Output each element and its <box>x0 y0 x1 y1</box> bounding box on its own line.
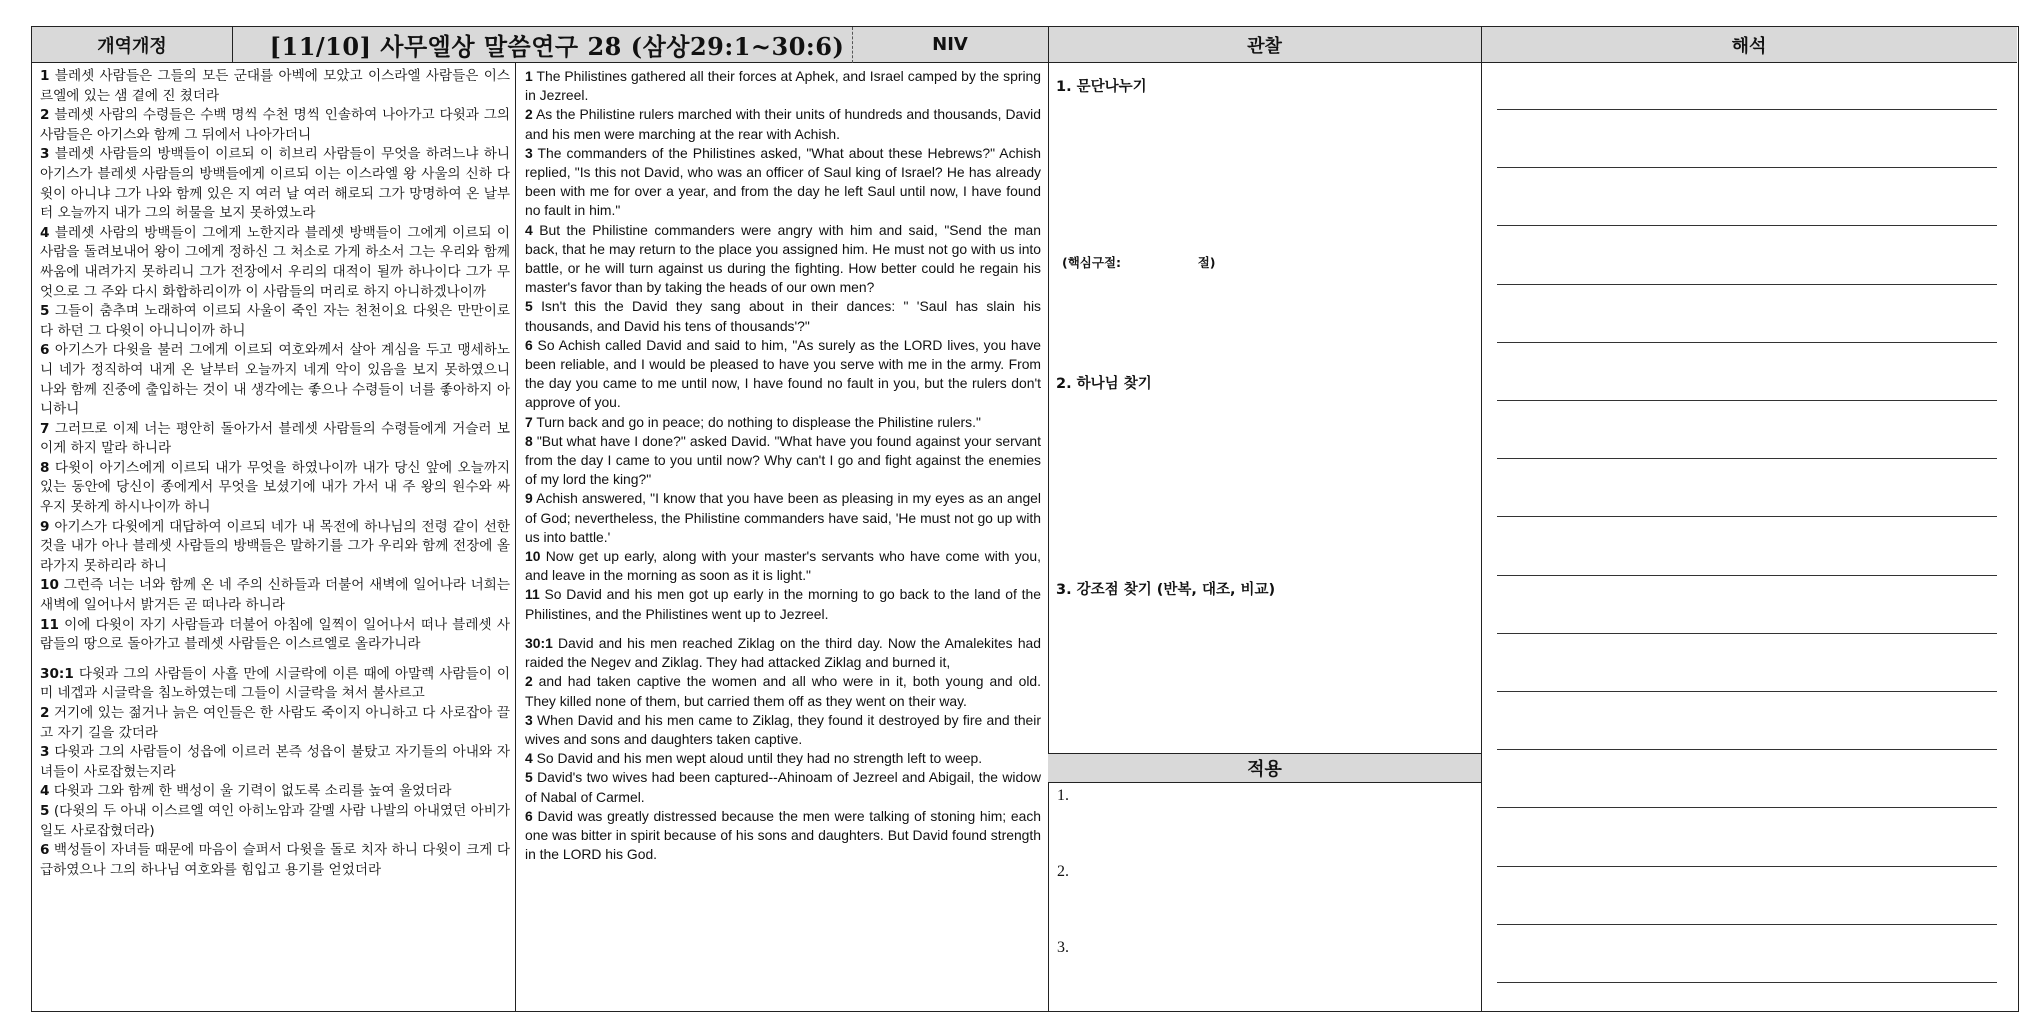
verse-number: 30:1 <box>525 634 553 651</box>
verse-number: 2 <box>40 107 50 124</box>
korean-version-header <box>32 27 232 63</box>
verse <box>525 489 1041 547</box>
verse-number: 4 <box>525 750 533 767</box>
obs-section-1: 1. 문단나누기 <box>1056 79 1147 95</box>
verse-text: 백성들이 자녀들 때문에 마음이 슬퍼서 다윗을 돌로 치자 하니 다윗이 크게 다급하였으나 그의 하나님 여호와를 힘입고 용기를 얻었더라 <box>40 842 510 878</box>
verse <box>525 547 1041 585</box>
verse-number: 10 <box>525 548 541 565</box>
application-label: 적용 <box>1247 759 1282 780</box>
verse <box>525 105 1041 143</box>
verse-text: David was greatly distressed because the men were talking of stoning him; each one was bitter in spirit because of his sons and daughters. But David found strength in the LORD his God. <box>525 807 1041 863</box>
verse-text: 다윗과 그와 함께 한 백성이 울 기력이 없도록 소리를 높여 울었더라 <box>49 783 452 800</box>
verse-number: 2 <box>525 673 533 690</box>
verse-text: 그들이 춤추며 노래하여 이르되 사울이 죽인 자는 천천이요 다윗은 만만이로다 하던 그 다윗이 아니니이까 하니 <box>40 303 510 339</box>
verse <box>525 672 1041 710</box>
english-version-header <box>852 27 1048 63</box>
verse-number: 11 <box>525 586 540 603</box>
interpretation-header <box>1481 27 2017 63</box>
verse-number: 5 <box>525 769 533 786</box>
verse <box>525 144 1041 221</box>
application-item-1: 1. <box>1057 787 1069 804</box>
verse-text: 아기스가 다윗을 불러 그에게 이르되 여호와께서 살아 계심을 두고 맹세하노니 네가 정직하여 내게 온 날부터 오늘까지 네게 악이 있음을 보지 못하였으니 나와 함께 진중에 출입하는 것이 내 생각에는 좋으나 수령들이 너를 좋아하지 아니하니 <box>40 342 510 418</box>
interpretation-label: 해석 <box>1731 35 1767 57</box>
verse-text: 다윗과 그의 사람들이 사흘 만에 시글락에 이른 때에 아말렉 사람들이 이미 네겝과 시글락을 침노하였는데 그들이 시글락을 쳐서 불사르고 <box>40 665 510 702</box>
verse-number: 6 <box>40 842 50 859</box>
verse <box>525 749 1041 768</box>
verse-number: 11 <box>40 616 59 633</box>
verse <box>40 743 510 782</box>
verse-text: So David and his men wept aloud until they had no strength left to weep. <box>532 750 983 767</box>
verse-text: and had taken captive the women and all who were in it, both young and old. They killed none of them, but carried them off as they went on their way. <box>525 673 1041 709</box>
verse-text: 거기에 있는 젊거나 늙은 여인들은 한 사람도 죽이지 아니하고 다 사로잡아 끌고 자기 길을 갔더라 <box>40 705 510 741</box>
writing-line <box>1497 807 1997 808</box>
verse-number: 4 <box>40 783 50 800</box>
korean-version-label: 개역개정 <box>97 35 167 57</box>
verse-text: Isn't this the David they sang about in their dances: " 'Saul has slain his thousands, and David his tens of thousands'?" <box>525 298 1041 334</box>
verse <box>525 297 1041 335</box>
writing-line <box>1497 575 1997 576</box>
verse-text: Achish answered, "I know that you have been as pleasing in my eyes as an angel of God; nevertheless, the Philistine commanders have said, 'He must not go up with us into battle.' <box>525 490 1041 545</box>
writing-line <box>1497 167 1997 168</box>
study-sheet <box>31 26 2019 1012</box>
verse-number: 8 <box>40 459 50 476</box>
observation-header <box>1048 27 1481 63</box>
writing-line <box>1497 691 1997 692</box>
verse <box>40 802 510 841</box>
verse-number: 5 <box>40 802 50 819</box>
observation-label: 관찰 <box>1247 35 1282 57</box>
verse-text: 그러므로 이제 너는 평안히 돌아가서 블레셋 사람들의 수령들에게 거슬러 보이게 하지 말라 하니라 <box>40 420 510 457</box>
verse <box>40 459 510 518</box>
verse-number: 4 <box>40 224 50 241</box>
writing-line <box>1497 109 1997 110</box>
verse-text: Now get up early, along with your master's servants who have come with you, and leave in the morning as soon as it is light." <box>525 548 1041 584</box>
verse-number: 3 <box>525 144 533 161</box>
writing-line <box>1497 866 1997 867</box>
verse-number: 4 <box>525 221 533 238</box>
column-divider-obs-int <box>1481 27 1482 1011</box>
verse <box>40 782 510 802</box>
verse <box>525 711 1041 749</box>
verse <box>40 302 510 341</box>
verse-text: So David and his men got up early in the morning to go back to the land of the Philistines, and the Philistines went up to Jezreel. <box>525 586 1041 622</box>
verse <box>40 704 510 743</box>
writing-line <box>1497 225 1997 226</box>
verse-text: David and his men reached Ziklag on the third day. Now the Amalekites had raided the Negev and Ziklag. They had attacked Ziklag and burned it, <box>525 634 1041 671</box>
korean-text-column <box>40 67 510 880</box>
verse <box>525 768 1041 806</box>
verse-number: 2 <box>525 106 533 123</box>
title-header <box>232 27 882 63</box>
application-item-2: 2. <box>1057 863 1069 880</box>
page-title: [11/10] 사무엘상 말씀연구 28 (삼상29:1~30:6) <box>269 32 845 61</box>
key-verse-suffix: 절) <box>1197 255 1216 270</box>
column-divider-en-obs <box>1048 27 1049 1011</box>
verse-text: 블레셋 사람의 수령들은 수백 명씩 수천 명씩 인솔하여 나아가고 다윗과 그의 사람들은 아기스와 함께 그 뒤에서 나아가더니 <box>40 107 510 143</box>
verse-number: 6 <box>525 336 533 353</box>
header-divider <box>232 27 233 63</box>
verse-number: 6 <box>40 342 50 359</box>
verse-text: David's two wives had been captured--Ahinoam of Jezreel and Abigail, the widow of Nabal of Carmel. <box>525 769 1041 805</box>
verse <box>40 145 510 223</box>
verse-text: 그런즉 너는 너와 함께 온 네 주의 신하들과 더불어 새벽에 일어나라 너희는 새벽에 일어나서 밝거든 곧 떠나라 하니라 <box>40 577 510 614</box>
verse-number: 2 <box>40 705 50 721</box>
verse <box>525 634 1041 672</box>
verse-number: 8 <box>525 432 533 449</box>
verse-text: The commanders of the Philistines asked, "What about these Hebrews?" Achish replied, "Is this not David, who was an officer of Saul king of Israel? He has already been with me for over a year, and from the day he left Saul until now, I have found no fault in him." <box>525 144 1041 219</box>
verse-number: 3 <box>525 711 533 728</box>
writing-line <box>1497 749 1997 750</box>
writing-line <box>1497 458 1997 459</box>
writing-line <box>1497 982 1997 983</box>
verse <box>40 420 510 459</box>
verse-text: When David and his men came to Ziklag, they found it destroyed by fire and their wives and sons and daughters taken captive. <box>525 711 1041 747</box>
writing-line <box>1497 516 1997 517</box>
verse-number: 9 <box>40 518 50 535</box>
verse-text: 블레셋 사람의 방백들이 그에게 노한지라 블레셋 방백들이 그에게 이르되 이 사람을 돌려보내어 왕이 그에게 정하신 그 처소로 가게 하소서 그는 우리와 함께 싸움에 내려가지 못하리니 그가 전장에서 우리의 대적이 될까 하나이다 그가 무엇으로 그 주와 다시 화합하리이까 이 사람들의 머리로 하지 아니하겠나이까 <box>40 224 510 300</box>
obs-section-3: 3. 강조점 찾기 (반복, 대조, 비교) <box>1056 582 1276 598</box>
verse <box>525 807 1041 865</box>
verse-number: 7 <box>40 420 50 437</box>
verse <box>40 576 510 615</box>
verse-text: "But what have I done?" asked David. "What have you found against your servant from the day I came to you until now? Why can't I go and fight against the enemies of my lord the king?" <box>525 432 1041 488</box>
verse-number: 9 <box>525 490 533 507</box>
verse-text: The Philistines gathered all their forces at Aphek, and Israel camped by the spring in Jezreel. <box>525 68 1041 104</box>
application-header <box>1048 753 1481 783</box>
verse <box>525 221 1041 298</box>
writing-line <box>1497 633 1997 634</box>
writing-line <box>1497 342 1997 343</box>
verse <box>40 341 510 419</box>
verse-number: 1 <box>40 68 50 84</box>
verse <box>525 336 1041 413</box>
chapter-gap <box>525 624 1041 634</box>
verse-number: 3 <box>40 744 50 761</box>
verse-number: 5 <box>525 298 533 315</box>
verse-text: 다윗과 그의 사람들이 성읍에 이르러 본즉 성읍이 불탔고 자기들의 아내와 자녀들이 사로잡혔는지라 <box>40 744 510 780</box>
chapter-gap <box>40 655 510 665</box>
english-version-label: NIV <box>932 34 968 55</box>
english-text-column <box>525 67 1041 864</box>
verse <box>40 665 510 704</box>
verse <box>525 413 1041 432</box>
verse <box>40 106 510 145</box>
header-dashed-divider <box>852 27 853 63</box>
verse-text: 블레셋 사람들은 그들의 모든 군대를 아벡에 모았고 이스라엘 사람들은 이스르엘에 있는 샘 곁에 진 쳤더라 <box>40 68 510 104</box>
key-verse-label: (핵심구절: <box>1062 255 1122 270</box>
verse-number: 30:1 <box>40 665 74 682</box>
verse-text: But the Philistine commanders were angry with him and said, "Send the man back, that he may return to the place you assigned him. He must not go with us into battle, or he will turn against us during the fighting. How better could he regain his master's favor than by taking the heads of our own men? <box>525 221 1041 296</box>
verse <box>40 518 510 577</box>
verse <box>40 224 510 302</box>
verse-text: As the Philistine rulers marched with their units of hundreds and thousands, David and his men were marching at the rear with Achish. <box>525 106 1041 142</box>
verse-number: 6 <box>525 807 533 824</box>
verse-text: 아기스가 다윗에게 대답하여 이르되 네가 내 목전에 하나님의 전령 같이 선한 것을 내가 아나 블레셋 사람들의 방백들은 말하기를 그가 우리와 함께 전장에 올라가지 못하리라 하니 <box>40 518 510 574</box>
verse-text: 이에 다윗이 자기 사람들과 더불어 아침에 일찍이 일어나서 떠나 블레셋 사람들의 땅으로 돌아가고 블레셋 사람들은 이스르엘로 올라가니라 <box>40 616 510 653</box>
verse-text: 다윗이 아기스에게 이르되 내가 무엇을 하였나이까 내가 당신 앞에 오늘까지 있는 동안에 당신이 종에게서 무엇을 보셨기에 내가 가서 내 주 왕의 원수와 싸우지 못하게 하시나이까 하니 <box>40 459 510 516</box>
verse-text: (다윗의 두 아내 이스르엘 여인 아히노암과 갈멜 사람 나발의 아내였던 아비가일도 사로잡혔더라) <box>40 802 510 839</box>
key-verse-field <box>1062 253 1216 271</box>
verse <box>40 67 510 106</box>
writing-line <box>1497 400 1997 401</box>
writing-line <box>1497 284 1997 285</box>
verse-number: 5 <box>40 303 50 320</box>
verse-number: 3 <box>40 146 50 163</box>
column-divider-kr-en <box>515 63 516 1011</box>
verse <box>525 432 1041 490</box>
verse-text: 블레셋 사람들의 방백들이 이르되 이 히브리 사람들이 무엇을 하려느냐 하니 아기스가 블레셋 사람들의 방백들에게 이르되 이는 이스라엘 왕 사울의 신하 다윗이 아니냐 그가 나와 함께 있은 지 여러 날 여러 해로되 그가 망명하여 온 날부터 오늘까지 내가 그의 허물을 보지 못하였노라 <box>40 146 510 222</box>
verse <box>40 841 510 880</box>
verse-number: 1 <box>525 68 533 84</box>
verse-number: 7 <box>525 413 533 430</box>
application-item-3: 3. <box>1057 939 1069 956</box>
writing-line <box>1497 924 1997 925</box>
verse <box>525 585 1041 623</box>
verse-number: 10 <box>40 577 59 594</box>
verse-text: Turn back and go in peace; do nothing to displease the Philistine rulers." <box>532 413 981 430</box>
obs-section-2: 2. 하나님 찾기 <box>1056 376 1152 392</box>
verse-text: So Achish called David and said to him, "As surely as the LORD lives, you have been reliable, and I would be pleased to have you serve with me in the army. From the day you came to me until now, I have found no fault in you, but the rulers don't approve of you. <box>525 336 1041 411</box>
verse <box>40 616 510 655</box>
verse <box>525 67 1041 105</box>
